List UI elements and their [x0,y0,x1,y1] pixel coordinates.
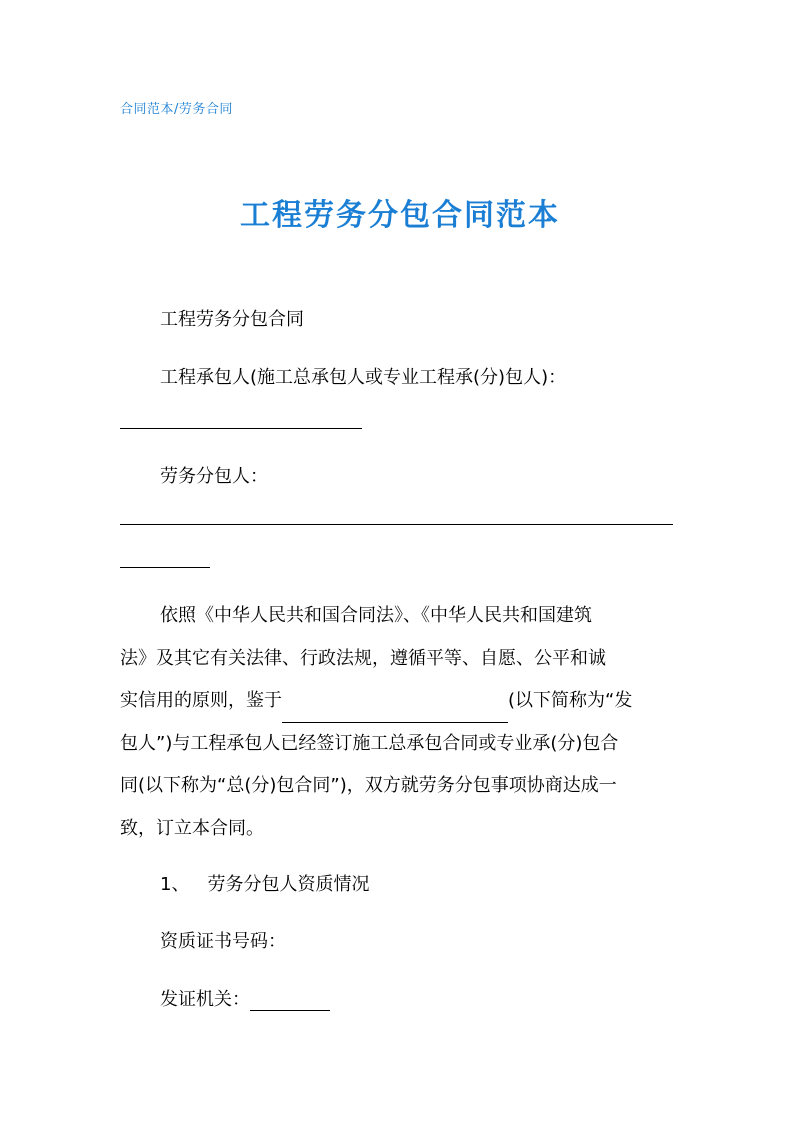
preamble-text: (以下简称为“发 [508,690,633,711]
preamble-paragraph [120,595,680,850]
subcontractor-blank-line-2 [120,567,210,568]
section-1-heading [160,870,369,896]
preamble-line [120,680,680,723]
document-title: 工程劳务分包合同范本 [240,198,560,233]
preamble-line: 致，订立本合同。 [120,817,264,839]
cert-number-label: 资质证书号码： [160,931,286,952]
preamble-line: 依照《中华人民共和国合同法》、《中华人民共和国建筑 [160,605,592,626]
contract-name: 工程劳务分包合同 [160,309,304,330]
issuing-authority-blank [250,990,330,1011]
preamble-line: 同(以下称为“总(分)包合同”)，双方就劳务分包事项协商达成一 [120,775,617,796]
section-number: 1、 [160,874,190,895]
preamble-line: 法》及其它有关法律、行政法规，遵循平等、自愿、公平和诚 [120,647,606,669]
contractor-label: 工程承包人(施工总承包人或专业工程承(分)包人)： [160,367,567,388]
breadcrumb: 合同范本/劳务合同 [120,102,233,117]
preamble-text: 实信用的原则，鉴于 [120,690,282,711]
employer-blank [282,702,508,723]
issuing-authority-row [160,985,330,1011]
contractor-blank [120,428,362,429]
subcontractor-blank-line-1 [120,524,673,525]
section-title: 劳务分包人资质情况 [207,874,370,895]
subcontractor-label: 劳务分包人： [160,466,268,487]
preamble-line: 包人”)与工程承包人已经签订施工总承包合同或专业承(分)包合 [120,732,619,754]
issuing-authority-label: 发证机关： [160,989,250,1010]
